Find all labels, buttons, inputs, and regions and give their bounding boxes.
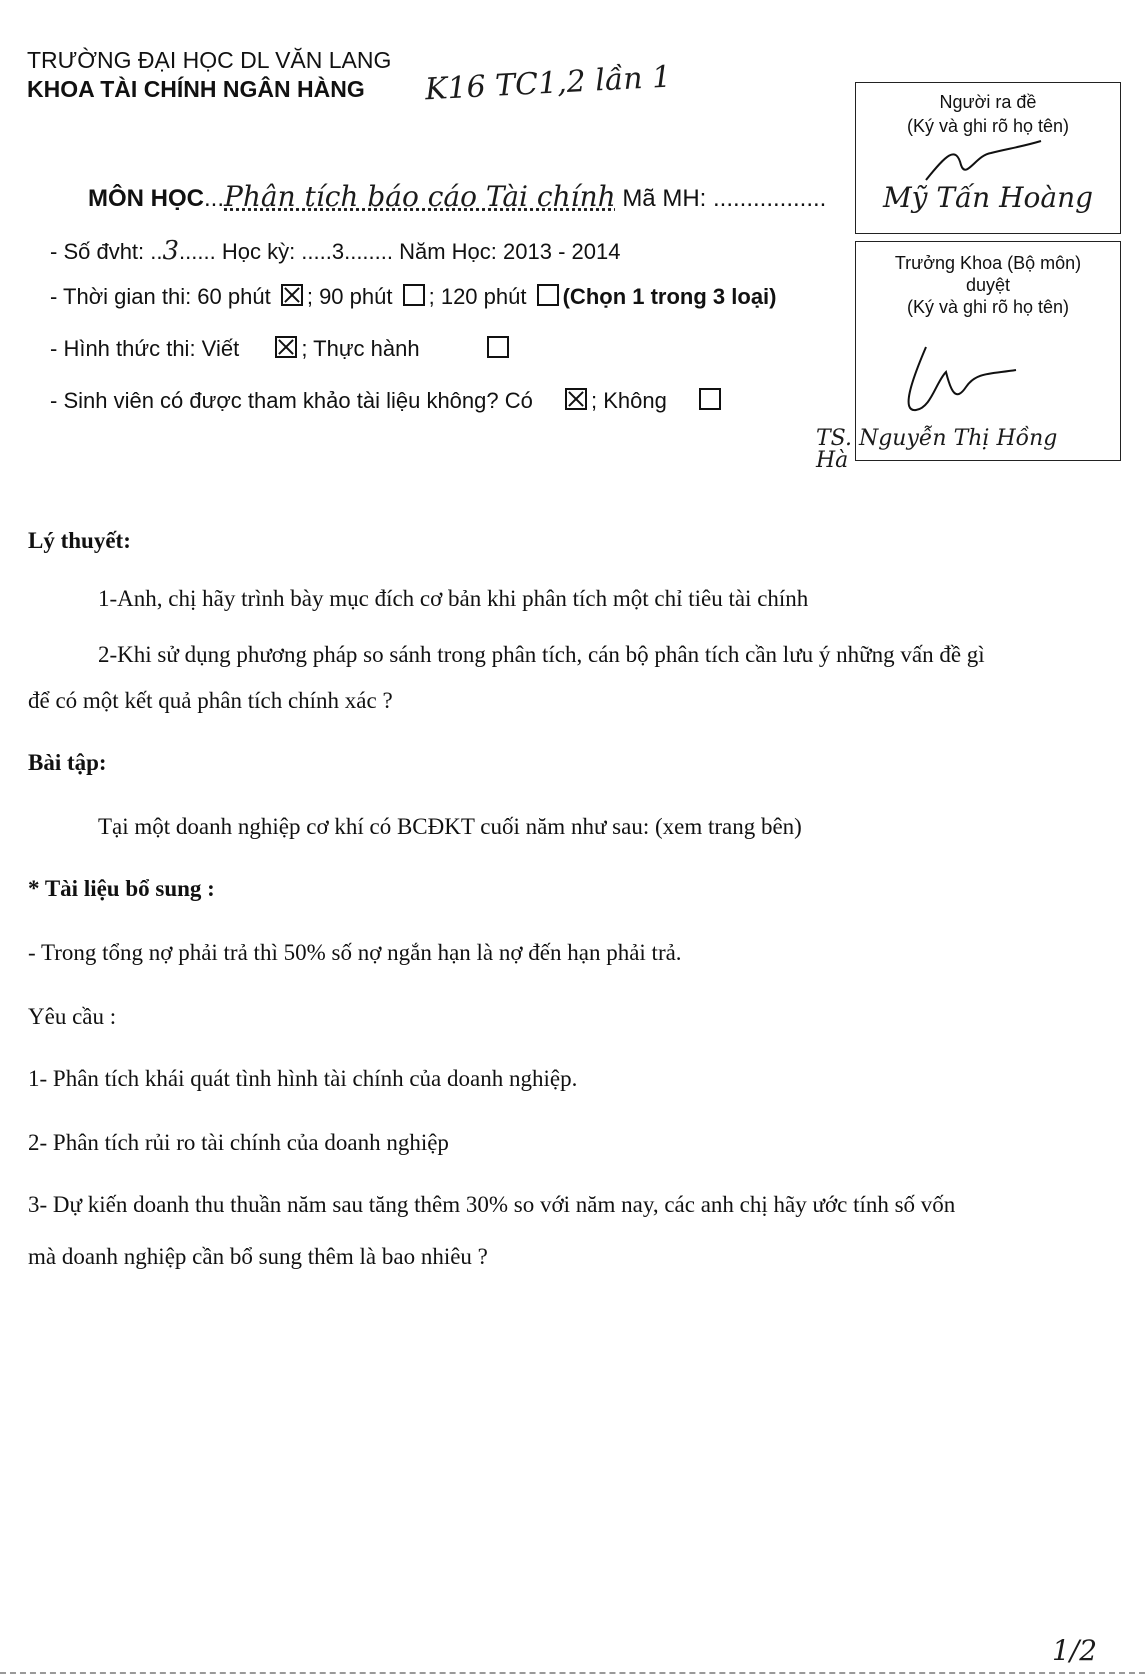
approver-title-cont: duyệt [965,275,1011,295]
duration-row [50,284,777,310]
checkbox-written-checked [275,336,297,358]
page-number: 1/2 [1052,1634,1098,1667]
duration-label: - Thời gian thi: 60 phút [50,284,271,309]
theory-heading: Lý thuyết: [28,528,131,553]
author-name: Mỹ Tấn Hoàng [882,181,1094,214]
form-practice-label: ; Thực hành [301,336,420,361]
credits-row [50,236,620,266]
faculty-name: KHOA TÀI CHÍNH NGÂN HÀNG [27,76,365,102]
requirement-1: 1- Phân tích khái quát tình hình tài chính của doanh nghiệp. [28,1066,578,1091]
approver-title: Trưởng Khoa (Bộ môn) [894,253,1082,273]
requirements-heading: Yêu cầu : [28,1004,117,1029]
materials-row [50,388,725,414]
subject-row: MÔN HỌC...Phân tích báo cáo Tài chính Mã MH: ................. [88,180,827,213]
checkbox-60-checked [281,284,303,306]
theory-question-2-line-2: để có một kết quả phân tích chính xác ? [28,688,393,713]
supplement-text: - Trong tổng nợ phải trả thì 50% số nợ ngắn hạn là nợ đến hạn phải trả. [28,940,682,965]
supplement-heading: * Tài liệu bổ sung : [28,876,215,901]
theory-question-1: 1-Anh, chị hãy trình bày mục đích cơ bản khi phân tích một chỉ tiêu tài chính [98,586,809,611]
approver-signature-mark [896,342,1036,422]
credits-label: - Số đvht: .. [50,239,163,264]
course-code-label: Mã MH: ................. [622,185,827,212]
school-name: TRƯỜNG ĐẠI HỌC DL VĂN LANG [27,47,392,73]
materials-label: - Sinh viên có được tham khảo tài liệu không? Có [50,388,533,413]
exercise-heading: Bài tập: [28,750,107,775]
credits-suffix: ...... Học kỳ: .....3........ Năm Học: 2013 - 2014 [179,239,621,264]
author-note: (Ký và ghi rõ họ tên) [906,116,1070,136]
requirement-3-line-1: 3- Dự kiến doanh thu thuần năm sau tăng thêm 30% so với năm nay, các anh chị hãy ước tính số vốn [28,1192,956,1217]
checkbox-practice [487,336,509,358]
subject-value: Phân tích báo cáo Tài chính [224,180,616,213]
exam-form-row [50,336,513,362]
exercise-intro: Tại một doanh nghiệp cơ khí có BCĐKT cuối năm như sau: (xem trang bên) [98,814,802,839]
checkbox-120 [537,284,559,306]
requirement-3-line-2: mà doanh nghiệp cần bổ sung thêm là bao nhiêu ? [28,1244,488,1269]
materials-no-label: ; Không [591,388,667,413]
approver-name: TS. Nguyễn Thị Hồng Hà [816,426,1058,473]
checkbox-materials-yes-checked [565,388,587,410]
theory-question-2-line-1: 2-Khi sử dụng phương pháp so sánh trong phân tích, cán bộ phân tích cần lưu ý những vấn đề gì [98,642,985,667]
author-title: Người ra đề [939,92,1037,112]
credits-value: 3 [162,236,180,266]
duration-120-label: ; 120 phút [428,284,527,309]
form-label: - Hình thức thi: Viết [50,336,240,361]
duration-90-label: ; 90 phút [306,284,393,309]
approver-signature-box [816,241,1121,473]
handwritten-class-note: K16 TC1,2 lần 1 [424,59,673,108]
author-signature-box [855,82,1121,234]
requirement-2: 2- Phân tích rủi ro tài chính của doanh nghiệp [28,1130,449,1155]
duration-note: (Chọn 1 trong 3 loại) [562,284,777,309]
approver-note: (Ký và ghi rõ họ tên) [906,297,1070,317]
subject-label: MÔN HỌC [88,185,204,212]
author-signature-mark [916,135,1046,185]
checkbox-90 [403,284,425,306]
scan-edge-divider [0,1672,1145,1674]
checkbox-materials-no [699,388,721,410]
